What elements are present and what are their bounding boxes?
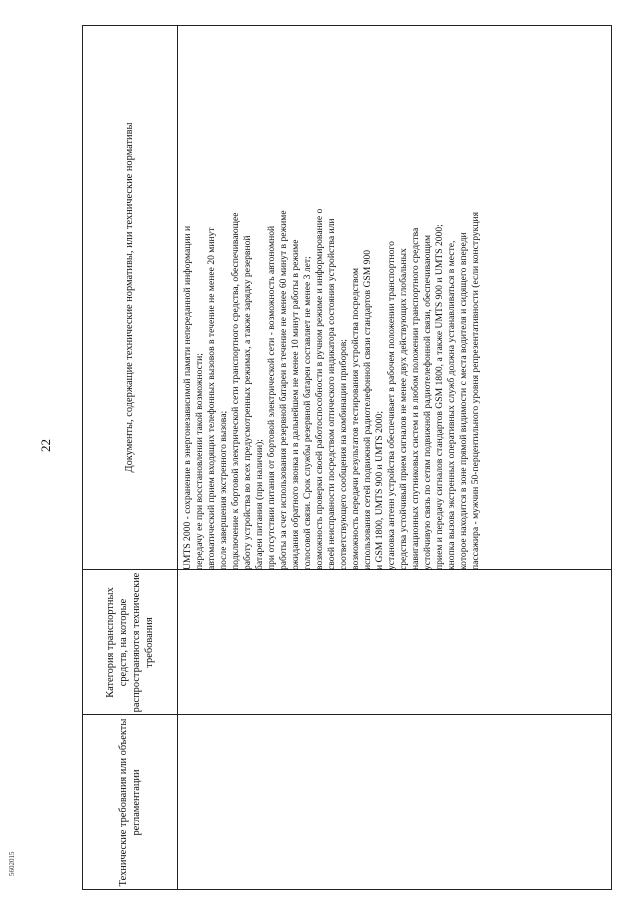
- header-bottom-border: [177, 25, 178, 890]
- text-line: и GSM 1800, UMTS 900 и UMTS 2000;: [374, 411, 385, 570]
- text-line: навигационных спутниковых систем и в любом положении транспортного средства: [410, 227, 421, 570]
- text-line: работу устройства во всех предусмотренных режимах, а также зарядку резервной: [242, 235, 253, 570]
- text-line: средства устойчивый прием сигналов не менее двух действующих глобальных: [398, 248, 409, 570]
- text-line: использования сетей подвижной радиотелефонной связи стандартов GSM 900: [362, 249, 373, 570]
- text-line: батареи питания (при наличии);: [254, 439, 265, 570]
- requirements-text: [182, 25, 482, 570]
- text-line: ожидания обратного звонка и в дальнейшем не менее 10 минут работы в режиме: [290, 239, 301, 570]
- table-bottom-border: [611, 25, 612, 890]
- text-line: кнопка вызова экстренных оперативных служб должна устанавливаться в месте,: [446, 240, 457, 570]
- text-line: устойчивую связь по сетям подвижной радиотелефонной связи, обеспечивающим: [422, 234, 433, 570]
- text-line: автоматический прием входящих телефонных вызовов в течение не менее 20 минут: [206, 227, 217, 570]
- header-requirements: Технические требования или объекты регламентации: [117, 718, 142, 887]
- text-line: пассажира - мужчин 50-перцентильного уровня репрезентативности (если конструкция: [470, 211, 481, 570]
- header-vehicle-category: Категория транспортных средств, на которые распространяются технические требования: [104, 572, 155, 713]
- header-documents: Документы, содержащие технические нормативы, или технические нормативы: [124, 122, 135, 473]
- document-code: 5602015: [8, 851, 16, 876]
- text-line: возможность проверки своей работоспособности в ручном режиме и информирование о: [314, 208, 325, 570]
- text-line: подключение к бортовой электрической сети транспортного средства, обеспечивающее: [230, 212, 241, 570]
- text-line: UMTS 2000 - сохранение в энергонезависимой памяти непереданной информации и: [182, 225, 193, 570]
- text-line: своей неисправности посредством оптического индикатора состояния устройства или: [326, 218, 337, 570]
- text-line: работы за счет использования резервной батареи в течение не менее 60 минут в режиме: [278, 210, 289, 570]
- text-line: передачу ее при восстановлении такой возможности;: [194, 353, 205, 570]
- text-line: голосовой связи. Срок службы резервной батареи составляет не менее 3 лет;: [302, 256, 313, 570]
- text-line: возможность передачи результатов тестирования устройства посредством: [350, 267, 361, 570]
- text-line: установка антенн устройства обеспечивает в рабочем положении транспортного: [386, 241, 397, 570]
- text-line: которое находится в зоне прямой видимости с места водителя и сидящего впереди: [458, 232, 469, 570]
- text-line: прием и передачу сигналов стандартов GSM 1800, а также UMTS 900 и UMTS 2000;: [434, 224, 445, 570]
- regulation-table: [82, 25, 612, 890]
- page-number: 22: [38, 439, 53, 452]
- text-line: при отсутствии питания от бортовой электрической сети - возможность автономной: [266, 225, 277, 570]
- text-line: после завершения экстренного вызова;: [218, 410, 229, 570]
- text-line: соответствующего сообщения на комбинации приборов;: [338, 339, 349, 570]
